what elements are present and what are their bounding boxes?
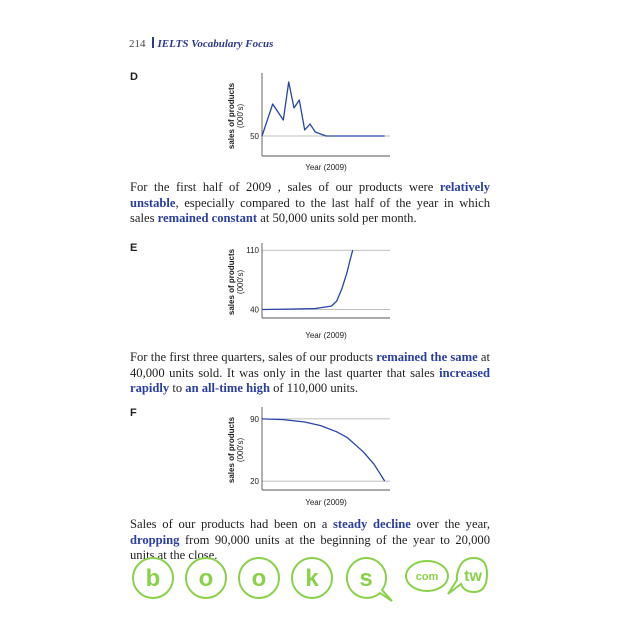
paragraph-text: , especially compared to the last half of the year in which sales <box>130 195 490 226</box>
paragraph-text: from 90,000 units at the beginning of the year to 20,000 units at the close. <box>130 532 490 563</box>
watermark-dot-com: com <box>415 571 439 583</box>
y-tick-label: 40 <box>250 305 259 315</box>
paragraph-text: Sales of our products had been on a <box>130 517 334 531</box>
highlighted-phrase: steady decline <box>333 517 411 531</box>
paragraph-e <box>130 350 490 397</box>
y-tick-label: 50 <box>250 132 259 141</box>
section-label-d: D <box>130 71 138 83</box>
section-label-e: E <box>130 242 138 254</box>
paragraph-text: For the first three quarters, sales of our products <box>130 350 377 364</box>
chart-d <box>222 68 402 172</box>
watermark-letter-k: k <box>305 565 319 592</box>
highlighted-phrase: remained constant <box>157 211 258 226</box>
watermark-letter-o: o <box>251 565 267 592</box>
paragraph-text: For the first half of 2009 , sales of our products were <box>130 180 440 194</box>
paragraph-text: over the year, <box>410 517 490 531</box>
watermark-tw: tw <box>464 568 482 585</box>
chart-f <box>222 405 402 507</box>
watermark-letter-b: b <box>145 565 161 592</box>
y-tick-label: 110 <box>246 246 259 256</box>
paragraph-text: to <box>169 381 186 396</box>
section-label-f: F <box>130 407 137 419</box>
highlighted-phrase: increased rapidly <box>130 365 490 396</box>
series-line <box>262 419 385 481</box>
highlighted-phrase: remained the same <box>376 350 478 364</box>
y-tick-label: 90 <box>250 414 259 424</box>
x-axis-label: Year (2009) <box>305 163 347 172</box>
y-axis-label: sales of products(000's) <box>227 416 245 484</box>
series-line <box>262 250 353 309</box>
paragraph-d <box>130 180 490 227</box>
y-axis-label: sales of products(000's) <box>227 248 245 316</box>
page-number: 214 <box>129 38 146 50</box>
watermark-letter-o: o <box>198 565 214 592</box>
book-title: IELTS Vocabulary Focus <box>157 38 274 50</box>
highlighted-phrase: dropping <box>130 532 180 547</box>
y-tick-label: 20 <box>250 477 259 487</box>
series-line <box>262 82 385 136</box>
paragraph-text: of 110,000 units. <box>269 381 359 396</box>
watermark-logo <box>130 554 490 606</box>
x-axis-label: Year (2009) <box>305 331 347 340</box>
chart-e <box>222 241 402 340</box>
paragraph-text: at 40,000 units sold. It was only in the last quarter that sales <box>130 350 490 380</box>
paragraph-text: at 50,000 units sold per month. <box>257 211 417 226</box>
page-header <box>129 37 273 50</box>
highlighted-phrase: an all-time high <box>185 381 270 396</box>
watermark-letter-s: s <box>359 565 373 592</box>
highlighted-phrase: relatively unstable <box>130 180 490 210</box>
y-axis-label: sales of products(000's) <box>227 82 245 150</box>
x-axis-label: Year (2009) <box>305 498 347 507</box>
header-divider <box>152 37 154 48</box>
